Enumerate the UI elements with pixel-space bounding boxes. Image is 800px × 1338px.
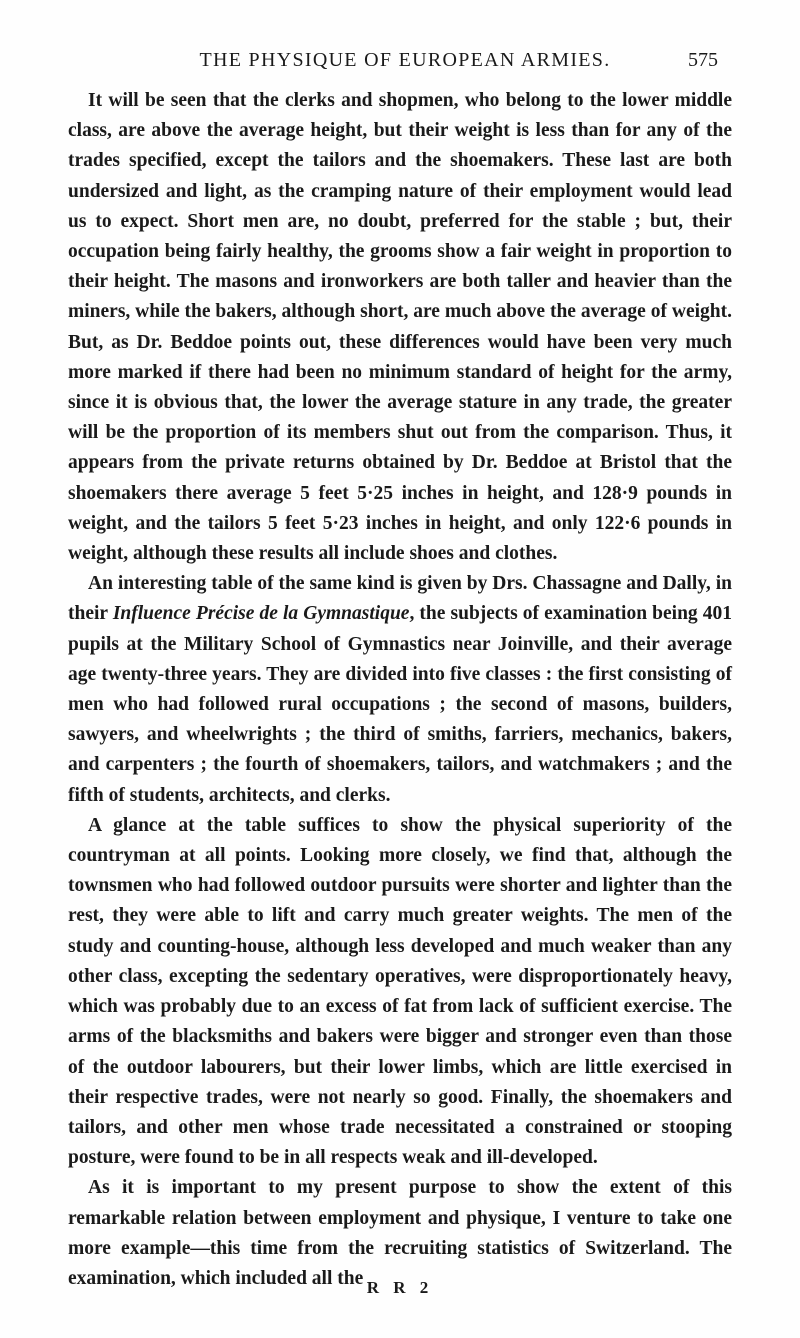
paragraph-text: , the subjects of examination being 401 pupils at the Military School of Gymnastics near Joinville, and their average age twenty-three years. They are divided into five classes : the first consisting of men who had followed rural occupations ; the second of masons, builders, sawyers, and wheelwrights ; the third of smiths, farriers, mechanics, bakers, and carpenters ; the fourth of shoemakers, tailors, and watchmakers ; and the fifth of students, architects, and clerks. xyxy=(68,603,733,806)
signature-mark: R R 2 xyxy=(366,1278,434,1297)
running-head xyxy=(0,46,800,74)
paragraph-text: An interesting table of the same kind is given by Drs. Chassagne and Dally, in their xyxy=(68,573,732,625)
paragraph-chassagne-dally-table xyxy=(68,569,732,811)
paragraph-text: A glance at the table suffices to show the physical superiority of the countryman at all points. Looking more closely, we find that, although the townsmen who had followed outdoor pursuits were shorter and lighter than the rest, they were able to lift and carry much greater weights. The men of the study and counting-house, although less developed and much weaker than any other class, excepting the sedentary operatives, were disproportionately heavy, which was probably due to an excess of fat from lack of sufficient exercise. The arms of the blacksmiths and bakers were bigger and stronger even than those of the outdoor labourers, but their lower limbs, which are little exercised in their respective trades, were not nearly so good. Finally, the shoemakers and tailors, and other men whose trade necessitated a constrained or stooping posture, were found to be in all respects weak and ill-developed. xyxy=(68,814,732,1169)
paragraph-text: It will be seen that the clerks and shopmen, who belong to the lower middle class, are above the average height, but their weight is less than for any of the trades specified, except the tailors and the shoemakers. These last are both undersized and light, as the cramping nature of their employment would lead us to expect. Short men are, no doubt, preferred for the stable ; but, their occupation being fairly healthy, the grooms show a fair weight in proportion to their height. The masons and ironworkers are both taller and heavier than the miners, while the bakers, although short, are much above the average of weight. But, as Dr. Beddoe points out, these differences would have been very much more marked if there had been no minimum standard of height for the army, since it is obvious that, the lower the average stature in any trade, the greater will be the proportion of its members shut out from the comparison. Thus, it appears from the private returns obtained by Dr. Beddoe at Bristol that the shoemakers there average 5 feet 5·25 inches in height, and 128·9 pounds in weight, and the tailors 5 feet 5·23 inches in height, and only 122·6 pounds in weight, although these results all include shoes and clothes. xyxy=(68,90,732,565)
running-title: THE PHYSIQUE OF EUROPEAN ARMIES. xyxy=(199,49,611,71)
paragraph-text: As it is important to my present purpose to show the extent of this remarkable relation between employment and physique, I venture to take one more example—this time from the recruiting statistics of Switzerland. The examination, which included all the xyxy=(68,1177,732,1289)
body-text xyxy=(68,86,732,1294)
paragraph-clerks-and-trades xyxy=(68,86,732,569)
book-title-italic: Influence Précise de la Gymnastique xyxy=(112,603,410,625)
page-number: 575 xyxy=(688,49,718,71)
paragraph-countryman-superiority xyxy=(68,811,732,1173)
